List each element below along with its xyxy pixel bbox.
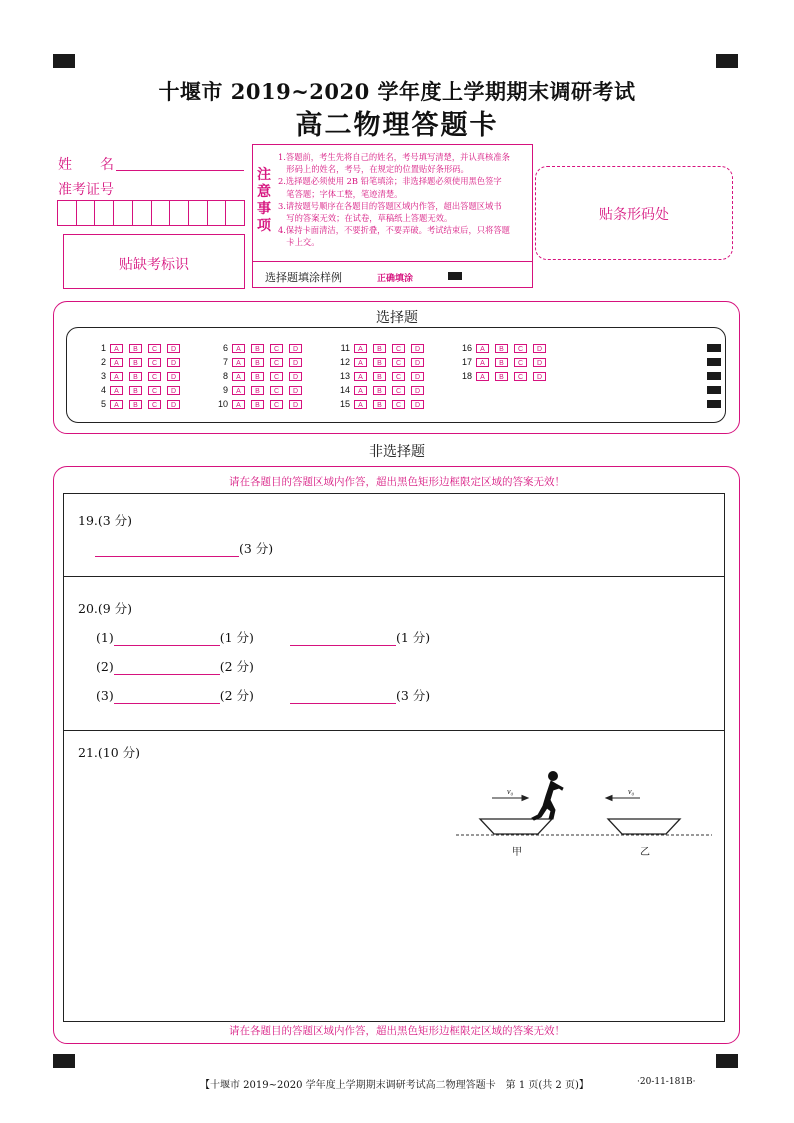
option-bubble-c[interactable]: C — [514, 344, 527, 353]
choice-question-row — [88, 399, 186, 409]
option-bubble-b[interactable]: B — [129, 358, 142, 367]
option-bubble-a[interactable]: A — [110, 372, 123, 381]
option-bubble-a[interactable]: A — [354, 344, 367, 353]
option-bubble-a[interactable]: A — [354, 400, 367, 409]
question-number: 1 — [100, 343, 106, 353]
question-20-row-1: (1) (1 分) — [96, 630, 254, 645]
page-footer: 【十堰市 2019~2020 学年度上学期期末调研考试高二物理答题卡 第 1 页(共 2 页)】 — [200, 1080, 589, 1091]
timing-mark — [707, 400, 721, 408]
answer-blank[interactable] — [114, 630, 220, 646]
option-bubble-d[interactable]: D — [411, 400, 424, 409]
option-bubble-b[interactable]: B — [373, 372, 386, 381]
choice-question-row — [332, 385, 430, 395]
option-bubble-a[interactable]: A — [476, 372, 489, 381]
question-number: 11 — [340, 343, 350, 353]
question-19-label: 19.(3 分) — [78, 513, 133, 528]
sample-label: 选择题填涂样例 — [265, 271, 342, 284]
question-number: 9 — [222, 385, 228, 395]
timing-mark — [707, 358, 721, 366]
boat-right — [608, 819, 680, 834]
question-19-answer-row: (3 分) — [95, 539, 273, 557]
answer-blank[interactable] — [114, 659, 220, 675]
option-bubble-d[interactable]: D — [167, 400, 180, 409]
option-bubble-d[interactable]: D — [533, 344, 546, 353]
option-bubble-d[interactable]: D — [289, 400, 302, 409]
registration-mark-bottom-left — [53, 1054, 75, 1068]
option-bubble-a[interactable]: A — [476, 344, 489, 353]
option-bubble-b[interactable]: B — [373, 358, 386, 367]
option-bubble-d[interactable]: D — [411, 372, 424, 381]
notice-heading: 注 意 事 项 — [257, 167, 271, 234]
question-21-label: 21.(10 分) — [78, 745, 141, 760]
option-bubble-a[interactable]: A — [232, 372, 245, 381]
velocity-label-left: v₀ — [507, 787, 514, 796]
choice-question-row — [210, 399, 308, 409]
exam-number-label: 准考证号 — [58, 182, 114, 198]
choice-section-title: 选择题 — [376, 310, 418, 326]
option-bubble-c[interactable]: C — [270, 344, 283, 353]
option-bubble-d[interactable]: D — [289, 372, 302, 381]
choice-question-row — [454, 357, 552, 367]
option-bubble-a[interactable]: A — [232, 344, 245, 353]
option-bubble-d[interactable]: D — [289, 358, 302, 367]
option-bubble-b[interactable]: B — [251, 386, 264, 395]
registration-mark-top-right — [716, 54, 738, 68]
choice-question-row — [88, 357, 186, 367]
option-bubble-d[interactable]: D — [167, 344, 180, 353]
timing-mark — [707, 372, 721, 380]
option-bubble-d[interactable]: D — [167, 386, 180, 395]
option-bubble-b[interactable]: B — [495, 358, 508, 367]
option-bubble-b[interactable]: B — [495, 344, 508, 353]
option-bubble-c[interactable]: C — [392, 400, 405, 409]
card-title: 高二物理答题卡 — [295, 110, 499, 141]
option-bubble-c[interactable]: C — [392, 358, 405, 367]
name-label: 姓 名 — [58, 157, 114, 173]
option-bubble-b[interactable]: B — [251, 372, 264, 381]
question-20-row-2: (2) (2 分) — [96, 659, 254, 674]
choice-question-row — [210, 343, 308, 353]
option-bubble-b[interactable]: B — [251, 358, 264, 367]
paper-code: ·20-11-181B· — [637, 1077, 696, 1087]
choice-question-row — [454, 371, 552, 381]
exam-number-grid[interactable] — [57, 200, 245, 226]
choice-question-row — [332, 371, 430, 381]
option-bubble-c[interactable]: C — [392, 372, 405, 381]
option-bubble-d[interactable]: D — [533, 372, 546, 381]
question-number: 17 — [461, 357, 472, 367]
option-bubble-a[interactable]: A — [354, 372, 367, 381]
question-20-row-3b: (3 分) — [290, 686, 430, 704]
correct-fill-sample — [448, 272, 462, 280]
option-bubble-c[interactable]: C — [148, 358, 161, 367]
boat-left-label: 甲 — [512, 847, 522, 858]
barcode-label: 贴条形码处 — [599, 207, 669, 223]
option-bubble-c[interactable]: C — [514, 372, 527, 381]
registration-mark-top-left — [53, 54, 75, 68]
answer-blank[interactable] — [290, 630, 396, 646]
question-number: 3 — [100, 371, 106, 381]
option-bubble-d[interactable]: D — [533, 358, 546, 367]
choice-question-row — [332, 399, 430, 409]
option-bubble-c[interactable]: C — [270, 358, 283, 367]
option-bubble-c[interactable]: C — [270, 372, 283, 381]
option-bubble-a[interactable]: A — [110, 400, 123, 409]
question-number: 14 — [339, 385, 350, 395]
velocity-arrow-right — [492, 796, 528, 801]
velocity-arrow-left — [606, 796, 640, 801]
question-number: 6 — [222, 343, 228, 353]
option-bubble-c[interactable]: C — [148, 400, 161, 409]
question-21-figure — [452, 766, 717, 861]
choice-question-row — [88, 385, 186, 395]
notice-text: 1.答题前，考生先将自己的姓名，考号填写清楚，并认真核准条 形码上的姓名，考号，在规定的位置贴好条形码。 2.选择题必须使用 2B 铅笔填涂；非选择题必须使用黑色签字 笔答题；字体工整，笔迹清楚。 3.请按题号顺序在各题目的答题区域内作答，超出答题区域书 写的答案无效；在试卷，草稿纸上答题无效。 4.保持卡面清洁，不要折叠，不要弄破。考试结束后，只将答题 卡上交。 — [278, 152, 510, 248]
question-number: 5 — [100, 399, 106, 409]
option-bubble-b[interactable]: B — [495, 372, 508, 381]
barcode-area — [535, 166, 733, 260]
option-bubble-c[interactable]: C — [148, 386, 161, 395]
option-bubble-d[interactable]: D — [167, 372, 180, 381]
choice-question-row — [210, 357, 308, 367]
question-20-box — [63, 576, 725, 731]
choice-question-row — [332, 343, 430, 353]
question-number: 7 — [222, 357, 228, 367]
question-20-label: 20.(9 分) — [78, 601, 133, 616]
option-bubble-b[interactable]: B — [251, 400, 264, 409]
option-bubble-b[interactable]: B — [129, 400, 142, 409]
boat-right-label: 乙 — [640, 847, 650, 858]
option-bubble-d[interactable]: D — [289, 386, 302, 395]
choice-question-row — [88, 371, 186, 381]
question-number: 15 — [339, 399, 350, 409]
choice-question-row — [210, 371, 308, 381]
option-bubble-c[interactable]: C — [270, 400, 283, 409]
question-number: 2 — [100, 357, 106, 367]
option-bubble-d[interactable]: D — [411, 386, 424, 395]
option-bubble-c[interactable]: C — [514, 358, 527, 367]
question-19-box — [63, 493, 725, 577]
velocity-label-right: v₀ — [628, 787, 635, 796]
choice-question-row — [454, 343, 552, 353]
option-bubble-d[interactable]: D — [289, 344, 302, 353]
option-bubble-c[interactable]: C — [270, 386, 283, 395]
choice-question-row — [332, 357, 430, 367]
answer-blank[interactable] — [290, 688, 396, 704]
answer-blank[interactable] — [114, 688, 220, 704]
choice-question-row — [88, 343, 186, 353]
option-bubble-a[interactable]: A — [354, 386, 367, 395]
option-bubble-b[interactable]: B — [373, 386, 386, 395]
option-bubble-a[interactable]: A — [110, 344, 123, 353]
question-number: 13 — [339, 371, 350, 381]
answer-area-warning-top: 请在各题目的答题区域内作答，超出黑色矩形边框限定区域的答案无效！ — [229, 476, 565, 488]
answer-blank[interactable] — [95, 541, 239, 557]
person-figure — [532, 772, 563, 821]
option-bubble-a[interactable]: A — [232, 400, 245, 409]
option-bubble-b[interactable]: B — [129, 344, 142, 353]
notice-divider — [253, 261, 532, 262]
missing-exam-label: 贴缺考标识 — [119, 257, 189, 273]
option-bubble-b[interactable]: B — [129, 386, 142, 395]
question-number: 18 — [461, 371, 472, 381]
option-bubble-d[interactable]: D — [411, 358, 424, 367]
missing-exam-sticker-box — [63, 234, 245, 289]
correct-fill-label: 正确填涂 — [377, 274, 414, 284]
option-bubble-c[interactable]: C — [148, 344, 161, 353]
option-bubble-b[interactable]: B — [129, 372, 142, 381]
question-number: 8 — [222, 371, 228, 381]
registration-mark-bottom-right — [716, 1054, 738, 1068]
question-number: 12 — [339, 357, 350, 367]
option-bubble-a[interactable]: A — [110, 386, 123, 395]
option-bubble-a[interactable]: A — [232, 358, 245, 367]
option-bubble-d[interactable]: D — [167, 358, 180, 367]
question-20-row-3: (3) (2 分) — [96, 688, 254, 703]
boat-left — [480, 819, 552, 834]
question-20-row-1b: (1 分) — [290, 628, 430, 646]
answer-area-warning-bottom: 请在各题目的答题区域内作答，超出黑色矩形边框限定区域的答案无效！ — [229, 1025, 565, 1037]
timing-mark — [707, 386, 721, 394]
option-bubble-a[interactable]: A — [110, 358, 123, 367]
option-bubble-b[interactable]: B — [373, 400, 386, 409]
option-bubble-a[interactable]: A — [354, 358, 367, 367]
question-number: 10 — [217, 399, 228, 409]
name-field[interactable] — [116, 170, 244, 171]
option-bubble-c[interactable]: C — [392, 344, 405, 353]
option-bubble-a[interactable]: A — [232, 386, 245, 395]
exam-title: 十堰市 2019~2020 学年度上学期期末调研考试 — [158, 79, 636, 104]
option-bubble-b[interactable]: B — [373, 344, 386, 353]
question-number: 4 — [100, 385, 106, 395]
option-bubble-c[interactable]: C — [148, 372, 161, 381]
option-bubble-c[interactable]: C — [392, 386, 405, 395]
option-bubble-a[interactable]: A — [476, 358, 489, 367]
notice-box — [252, 144, 533, 288]
question-number: 16 — [461, 343, 472, 353]
nonchoice-section-title: 非选择题 — [369, 444, 425, 460]
option-bubble-d[interactable]: D — [411, 344, 424, 353]
choice-question-row — [210, 385, 308, 395]
option-bubble-b[interactable]: B — [251, 344, 264, 353]
timing-mark — [707, 344, 721, 352]
